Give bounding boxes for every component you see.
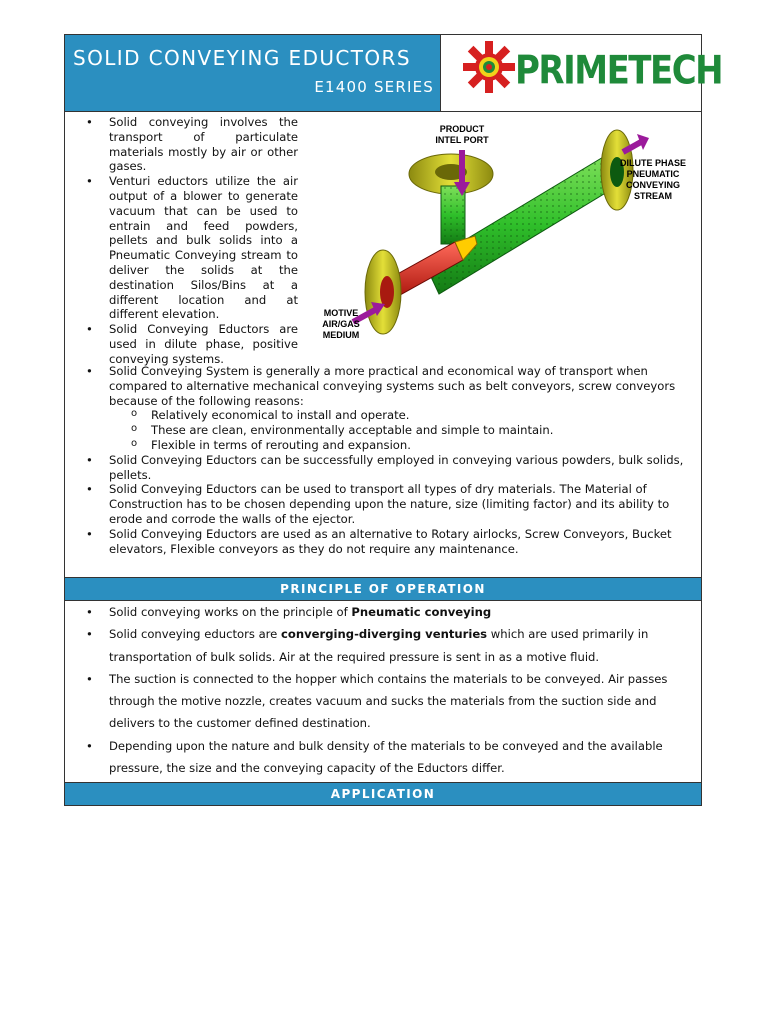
label-dilute: STREAM bbox=[634, 191, 672, 201]
bold-term: converging-diverging venturies bbox=[281, 627, 488, 642]
list-item: • Solid Conveying Eductors are used in dilute phase, positive conveying systems. bbox=[65, 322, 298, 366]
reasons-list bbox=[109, 408, 695, 452]
label-product: INTEL PORT bbox=[435, 135, 489, 145]
list-item: • The suction is connected to the hopper which contains the materials to be conveyed. Air passes through the motive nozzle, creates vacuum and sucks the materials from the suction side and delivers to the customer defined destination. bbox=[65, 668, 695, 735]
sub-list-item: o Relatively economical to install and operate. bbox=[109, 408, 695, 423]
title-box bbox=[65, 35, 441, 111]
list-item: • Solid Conveying Eductors can be used to transport all types of dry materials. The Material of Construction has to be chosen depending upon the nature, size (limiting factor) and its ability to erode and corrode the walls of the ejector. bbox=[65, 482, 695, 526]
label-product: PRODUCT bbox=[439, 124, 485, 134]
label-dilute: PNEUMATIC bbox=[626, 169, 680, 179]
principle-section bbox=[65, 601, 701, 782]
list-item: • Venturi eductors utilize the air output of a blower to generate vacuum that can be used to entrain and feed powders, pellets and bulk solids into a Pneumatic Conveying stream to deliver the solids at the destination Silos/Bins at a different location and at different elevation. bbox=[65, 174, 298, 322]
list-item: • Solid conveying involves the transport of particulate materials mostly by air or other gases. bbox=[65, 115, 298, 174]
list-item-text: Solid conveying eductors are bbox=[109, 627, 282, 642]
logo bbox=[441, 35, 723, 111]
label-dilute: CONVEYING bbox=[625, 180, 681, 190]
list-item-text: which are used primarily in transportation of bulk solids. Air at the required pressure is sent in as a motive fluid. bbox=[109, 627, 649, 664]
list-item bbox=[65, 364, 695, 453]
bold-term: Pneumatic conveying bbox=[351, 605, 492, 619]
list-item: • Depending upon the nature and bulk density of the materials to be conveyed and the available pressure, the size and the conveying capacity of the Eductors differ. bbox=[65, 735, 695, 780]
list-item bbox=[65, 623, 695, 668]
sub-list-item: o Flexible in terms of rerouting and expansion. bbox=[109, 438, 695, 453]
list-item bbox=[65, 601, 695, 623]
header bbox=[65, 35, 723, 112]
principle-heading: PRINCIPLE OF OPERATION bbox=[65, 577, 701, 601]
logo-text: PRIMETECH bbox=[515, 48, 723, 94]
list-item-text: Solid Conveying System is generally a more practical and economical way of transport when compared to alternative mechanical conveying systems such as belt conveyors, screw conveyors because of the following reasons: bbox=[109, 364, 676, 408]
inlet-flange bbox=[365, 250, 401, 334]
eductor-diagram bbox=[305, 114, 701, 344]
overview-section bbox=[65, 112, 701, 577]
list-item-text: Solid conveying works on the principle of bbox=[109, 605, 352, 619]
list-item: • Solid Conveying Eductors can be successfully employed in conveying various powders, bulk solids, pellets. bbox=[65, 453, 695, 483]
label-dilute: DILUTE PHASE bbox=[619, 158, 687, 168]
principle-list bbox=[65, 601, 695, 779]
series-subtitle: E1400 SERIES bbox=[314, 78, 434, 96]
list-item: • Solid Conveying Eductors are used as an alternative to Rotary airlocks, Screw Conveyors, Bucket elevators, Flexible conveyors as they do not require any maintenance. bbox=[65, 527, 695, 557]
label-motive: AIR/GAS bbox=[322, 319, 360, 329]
label-motive: MEDIUM bbox=[322, 330, 360, 340]
sub-list-item: o These are clean, environmentally acceptable and simple to maintain. bbox=[109, 423, 695, 438]
primetech-logo-icon bbox=[461, 39, 517, 95]
intro-list bbox=[65, 115, 298, 367]
page-title: SOLID CONVEYING EDUCTORS bbox=[73, 46, 411, 70]
application-heading: APPLICATION bbox=[65, 782, 701, 805]
datasheet bbox=[64, 34, 723, 806]
benefits-list bbox=[65, 364, 695, 556]
label-motive: MOTIVE bbox=[323, 308, 359, 318]
